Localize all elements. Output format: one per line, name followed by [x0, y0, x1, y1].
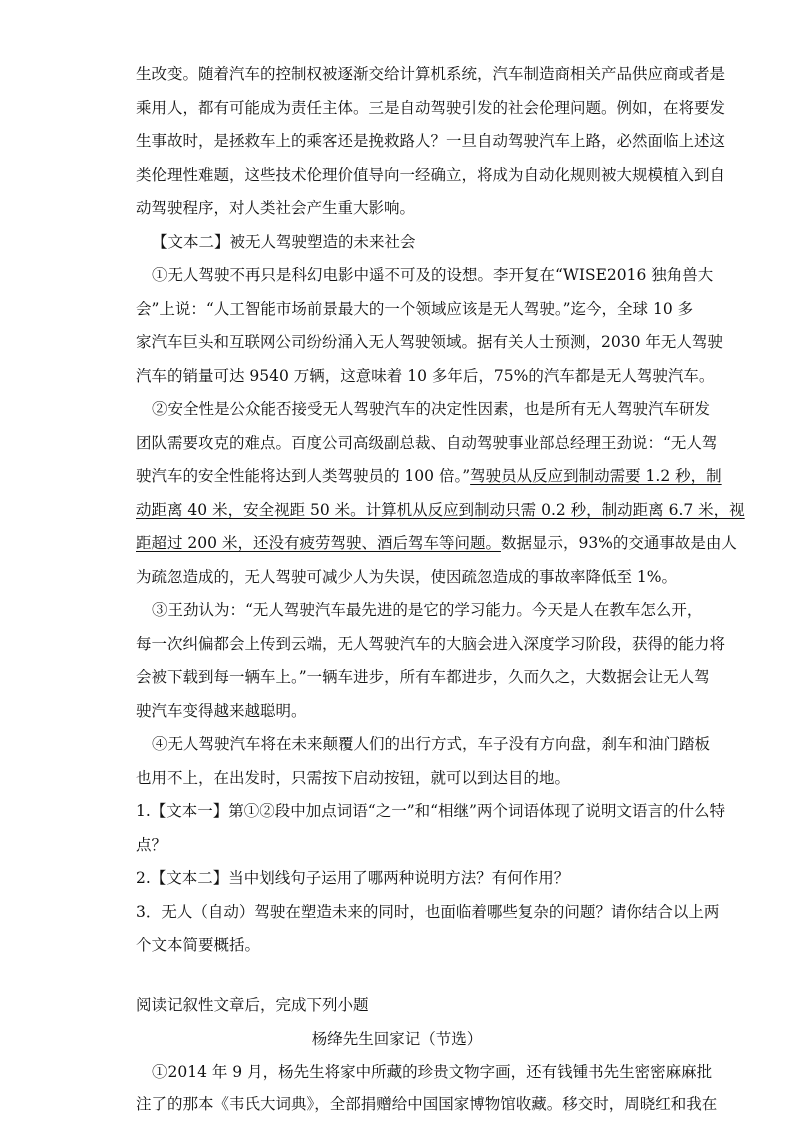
text-line: ②安全性是公众能否接受无人驾驶汽车的决定性因素，也是所有无人驾驶汽车研发	[152, 400, 711, 418]
article-title: 杨绛先生回家记（节选）	[311, 1030, 483, 1048]
text-line	[136, 533, 737, 553]
text-line: ③王劲认为：“无人驾驶汽车最先进的是它的学习能力。今天是人在教车怎么开，	[152, 601, 703, 619]
text-line: 会被下载到每一辆车上。”一辆车进步，所有车都进步，久而久之，大数据会让无人驾	[136, 668, 710, 686]
question-3: 3．无人（自动）驾驶在塑造未来的同时，也面临着哪些复杂的问题？请你结合以上两	[136, 903, 720, 921]
text-line	[136, 500, 745, 520]
text-line: ④无人驾驶汽车将在未来颠覆人们的出行方式，车子没有方向盘，刹车和油门踏板	[152, 735, 711, 753]
text-line: 类伦理性难题，这些技术伦理价值导向一经确立，将成为自动化规则被大规模植入到自	[136, 166, 726, 184]
reading-instruction: 阅读记叙性文章后，完成下列小题	[136, 996, 369, 1014]
question-2: 2.【文本二】当中划线句子运用了哪两种说明方法？有何作用？	[136, 869, 570, 887]
text-line: 动驾驶程序，对人类社会产生重大影响。	[136, 199, 416, 217]
text-line	[136, 466, 722, 486]
text-line: 也用不上，在出发时，只需按下启动按钮，就可以到达目的地。	[136, 769, 571, 787]
text-line: ①无人驾驶不再只是科幻电影中遥不可及的设想。李开复在“WISE2016 独角兽大	[152, 266, 714, 284]
underlined-sentence: 驾驶员从反应到制动需要 1.2 秒，制	[470, 467, 722, 485]
underlined-sentence: 距超过 200 米，还没有疲劳驾驶、酒后驾车等问题。	[136, 534, 501, 552]
question-3-cont: 个文本简要概括。	[136, 936, 261, 954]
plain-text: 驶汽车的安全性能将达到人类驾驶员的 100 倍。”	[136, 467, 471, 485]
text-line: ①2014 年 9 月，杨先生将家中所藏的珍贵文物字画，还有钱锺书先生密密麻麻批	[152, 1063, 713, 1081]
text-line: 汽车的销量可达 9540 万辆，这意味着 10 多年后，75%的汽车都是无人驾驶汽车。	[136, 367, 715, 385]
question-1-cont: 点？	[136, 836, 168, 854]
text-line: 为疏忽造成的，无人驾驶可减少人为失误，使因疏忽造成的事故率降低至 1%。	[136, 568, 678, 586]
text-line: 团队需要攻克的难点。百度公司高级副总裁、自动驾驶事业部总经理王劲说：“无人驾	[136, 434, 718, 452]
section-heading-text-two: 【文本二】被无人驾驶塑造的未来社会	[152, 233, 416, 251]
question-1: 1.【文本一】第①②段中加点词语“之一”和“相继”两个词语体现了说明文语言的什么特	[136, 802, 725, 820]
underlined-sentence: 动距离 40 米，安全视距 50 米。计算机从反应到制动只需 0.2 秒，制动距离 6.7 米，视	[136, 501, 745, 519]
plain-text: 数据显示，93%的交通事故是由人	[500, 534, 737, 552]
text-line: 注了的那本《韦氏大词典》，全部捐赠给中国国家博物馆收藏。移交时，周晓红和我在	[136, 1095, 718, 1113]
text-line: 乘用人，都有可能成为责任主体。三是自动驾驶引发的社会伦理问题。例如，在将要发	[136, 99, 726, 117]
text-line: 生改变。随着汽车的控制权被逐渐交给计算机系统，汽车制造商相关产品供应商或者是	[136, 65, 726, 83]
text-line: 生事故时，是拯救车上的乘客还是挽救路人？一旦自动驾驶汽车上路，必然面临上述这	[136, 132, 726, 150]
text-line: 驶汽车变得越来越聪明。	[136, 702, 307, 720]
text-line: 家汽车巨头和互联网公司纷纷涌入无人驾驶领域。据有关人士预测，2030 年无人驾驶	[136, 333, 723, 351]
text-line: 会”上说：“人工智能市场前景最大的一个领域应该是无人驾驶。”迄今，全球 10 多	[136, 300, 694, 318]
text-line: 每一次纠偏都会上传到云端，无人驾驶汽车的大脑会进入深度学习阶段，获得的能力将	[136, 635, 726, 653]
